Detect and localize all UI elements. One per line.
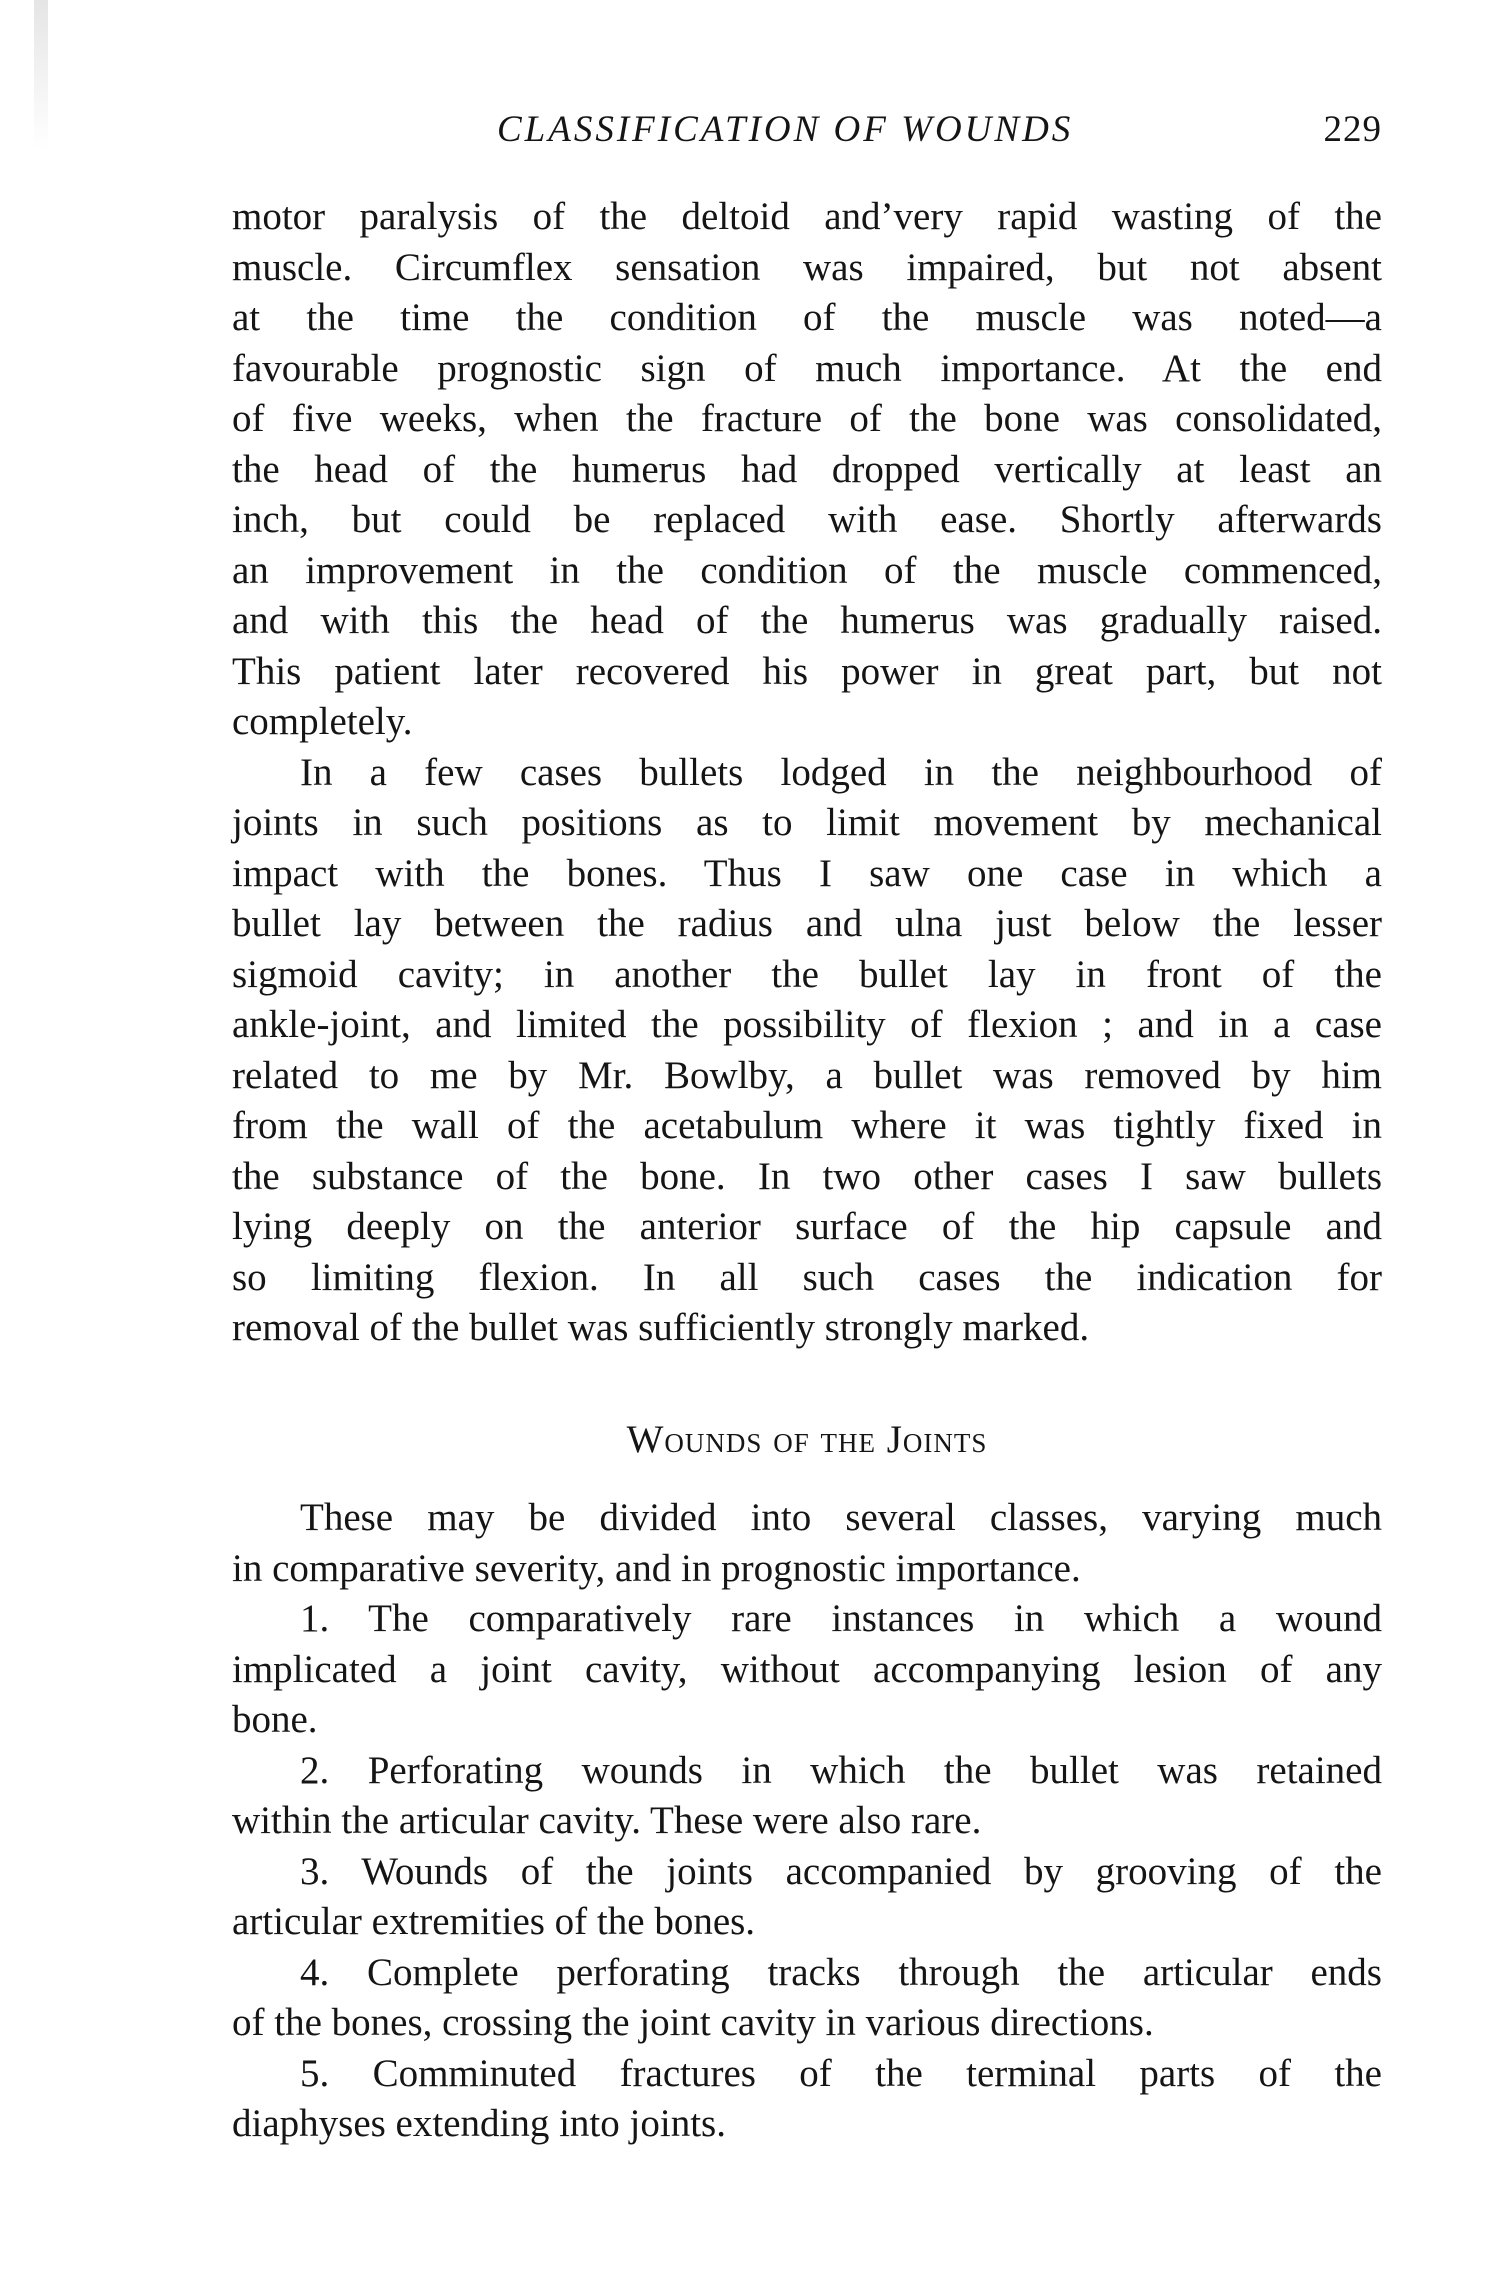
text-line: articular extremities of the bones. <box>232 1900 756 1943</box>
list-item <box>232 1594 1382 1746</box>
text-line: from the wall of the acetabulum where it was tightly fixed in <box>232 1104 1382 1147</box>
text-line: and with this the head of the humerus was gradually raised. <box>232 599 1382 642</box>
text-line: within the articular cavity. These were also rare. <box>232 1799 982 1842</box>
text-line: so limiting flexion. In all such cases the indication for <box>232 1255 1382 1299</box>
paragraph-classes-intro <box>232 1493 1382 1594</box>
text-line: joints in such positions as to limit movement by mechanical <box>232 801 1382 844</box>
text-line: of the bones, crossing the joint cavity in various directions. <box>232 2001 1154 2044</box>
text-line: bullet lay between the radius and ulna just below the lesser <box>232 902 1382 945</box>
text-line: the head of the humerus had dropped vertically at least an <box>232 447 1382 491</box>
text-line: diaphyses extending into joints. <box>232 2102 726 2145</box>
text-line: These may be divided into several classes, varying much <box>300 1496 1382 1539</box>
paragraph-bullets-near-joints <box>232 748 1382 1354</box>
list-item <box>232 2049 1382 2150</box>
text-line: of five weeks, when the fracture of the bone was consolidated, <box>232 397 1382 440</box>
paragraph-deltoid-case <box>232 192 1382 748</box>
text-line: bone. <box>232 1698 318 1741</box>
list-item <box>232 1948 1382 2049</box>
text-line: 1. The comparatively rare instances in which a wound <box>300 1597 1382 1640</box>
body-text-upper <box>232 192 1382 1354</box>
text-line: This patient later recovered his power in great part, but not <box>232 649 1382 693</box>
text-line: motor paralysis of the deltoid and’very rapid wasting of the <box>232 195 1382 238</box>
text-line: 2. Perforating wounds in which the bullet was retained <box>300 1748 1382 1792</box>
text-line: favourable prognostic sign of much importance. At the end <box>232 346 1382 390</box>
text-line: inch, but could be replaced with ease. Shortly afterwards <box>232 498 1382 541</box>
text-line: 5. Comminuted fractures of the terminal parts of the <box>300 2051 1382 2095</box>
text-line: impact with the bones. Thus I saw one case in which a <box>232 851 1382 895</box>
list-item <box>232 1746 1382 1847</box>
text-line: removal of the bullet was sufficiently strongly marked. <box>232 1306 1090 1349</box>
text-line: ankle-joint, and limited the possibility of flexion ; and in a case <box>232 1003 1382 1046</box>
page-number: 229 <box>1323 109 1382 150</box>
text-line: implicated a joint cavity, without accompanying lesion of any <box>232 1647 1382 1691</box>
running-title: CLASSIFICATION OF WOUNDS <box>497 109 1074 150</box>
text-line: the substance of the bone. In two other cases I saw bullets <box>232 1154 1382 1198</box>
text-line: completely. <box>232 700 413 743</box>
page-header <box>232 108 1382 158</box>
text-line: muscle. Circumflex sensation was impaired, but not absent <box>232 245 1382 289</box>
text-line: related to me by Mr. Bowlby, a bullet was removed by him <box>232 1053 1382 1097</box>
section-heading <box>232 1417 1382 1462</box>
text-line: at the time the condition of the muscle was noted—a <box>232 296 1382 339</box>
body-text-lower <box>232 1493 1382 2150</box>
list-item <box>232 1847 1382 1948</box>
text-line: sigmoid cavity; in another the bullet lay in front of the <box>232 952 1382 996</box>
text-line: 3. Wounds of the joints accompanied by grooving of the <box>300 1849 1382 1893</box>
text-line: In a few cases bullets lodged in the neighbourhood of <box>300 750 1382 794</box>
text-line: 4. Complete perforating tracks through the articular ends <box>300 1950 1382 1994</box>
text-line: in comparative severity, and in prognostic importance. <box>232 1546 1081 1590</box>
text-line: an improvement in the condition of the muscle commenced, <box>232 548 1382 592</box>
scan-gutter-shadow <box>34 0 48 150</box>
section-heading-text: Wounds of the Joints <box>626 1418 988 1461</box>
text-line: lying deeply on the anterior surface of the hip capsule and <box>232 1205 1382 1248</box>
